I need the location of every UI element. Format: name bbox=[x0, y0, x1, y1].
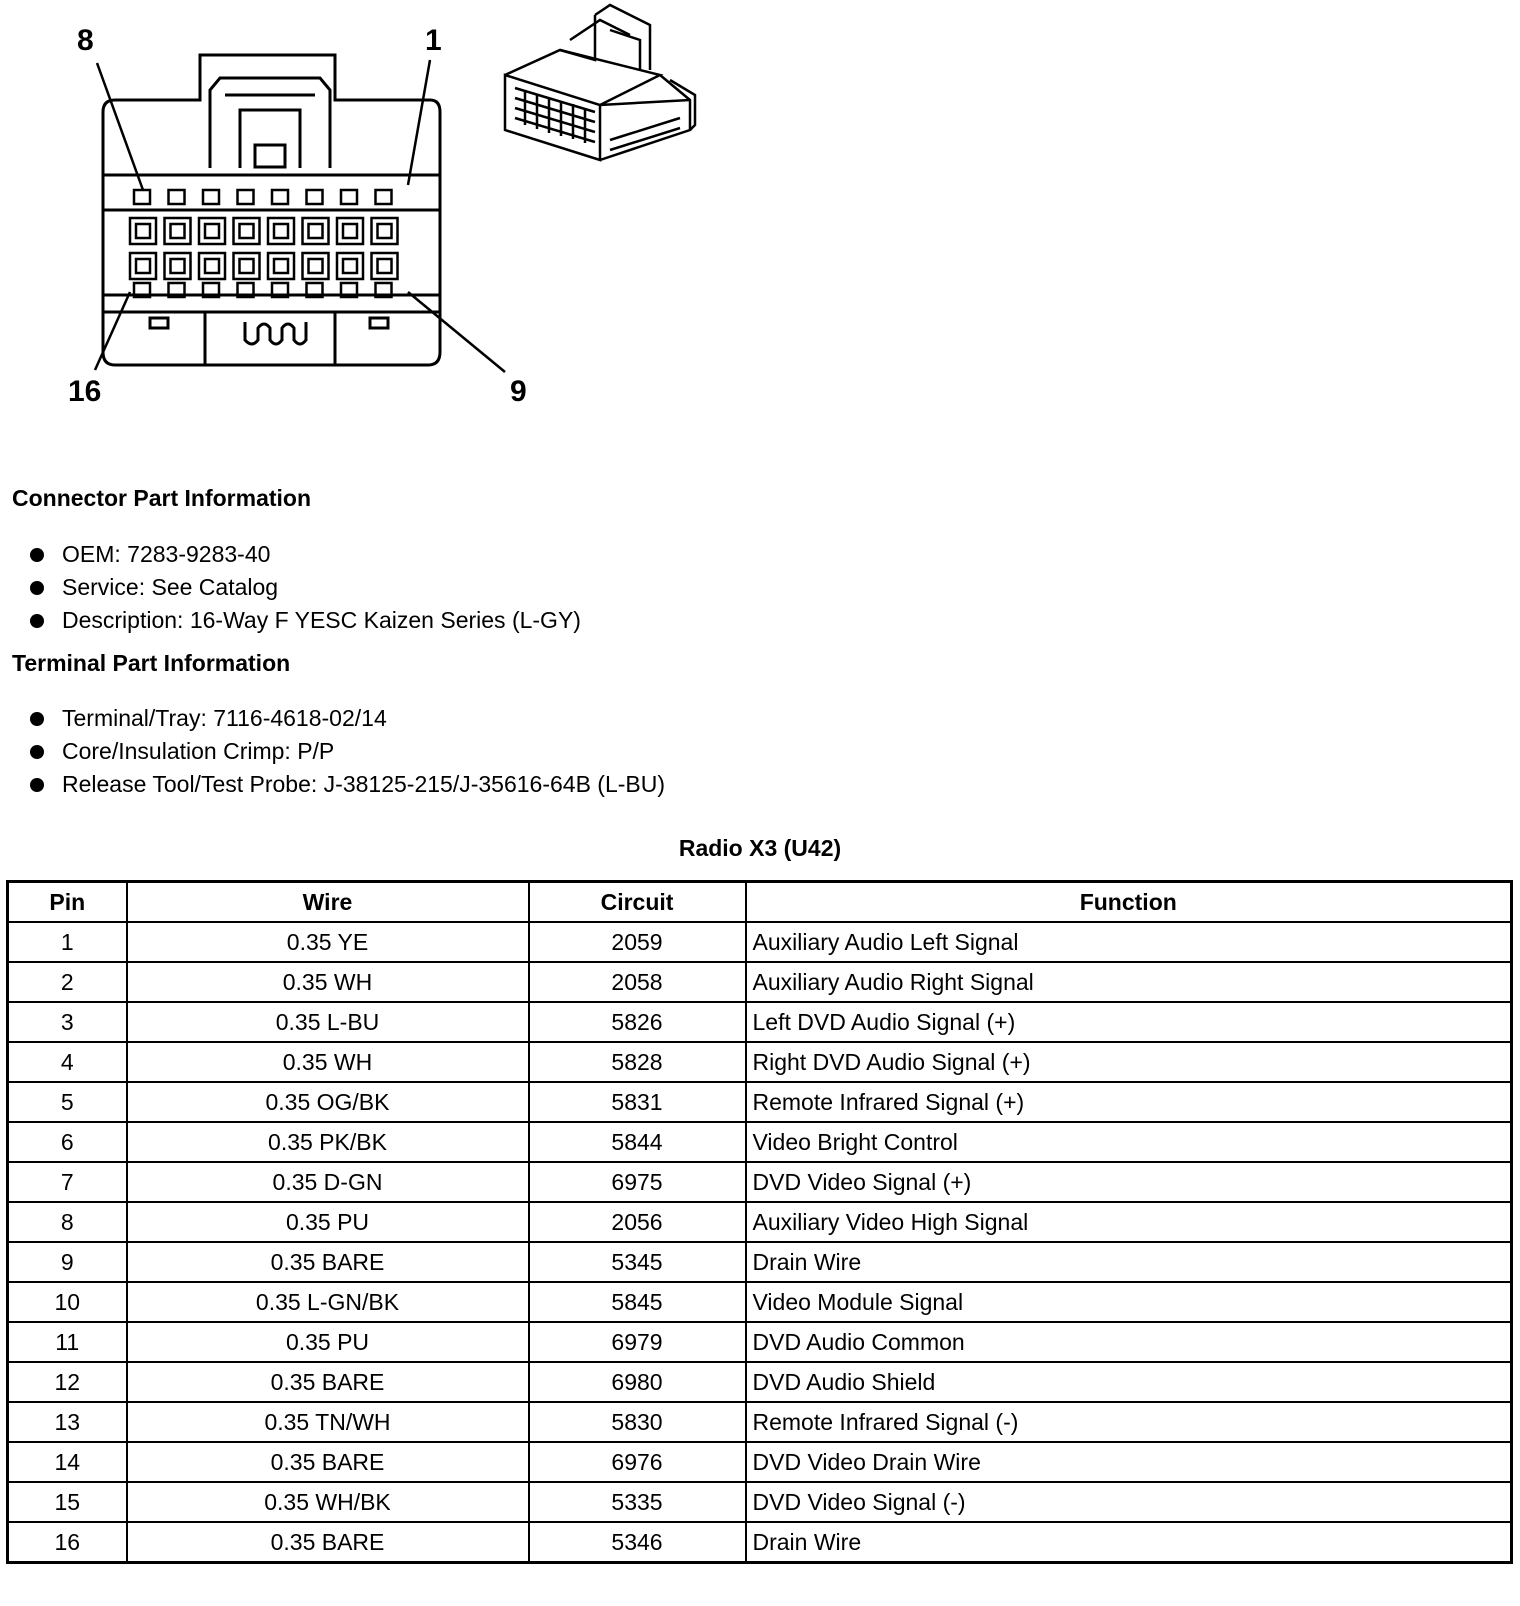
table-row bbox=[8, 1522, 1512, 1563]
connector-cavity-inner bbox=[378, 259, 392, 273]
wire-cell: 0.35 WH bbox=[127, 1042, 529, 1082]
pin-cell: 14 bbox=[8, 1442, 127, 1482]
list-item: OEM: 7283-9283-40 bbox=[28, 538, 581, 571]
connector-cavity-inner bbox=[240, 224, 254, 238]
connector-cavity-inner bbox=[171, 259, 185, 273]
table-title: Radio X3 (U42) bbox=[678, 835, 842, 861]
wire-cell: 0.35 BARE bbox=[127, 1362, 529, 1402]
wire-cell: 0.35 BARE bbox=[127, 1242, 529, 1282]
connector-cavity bbox=[303, 218, 329, 244]
wire-cell: 0.35 PK/BK bbox=[127, 1122, 529, 1162]
terminal-part-info-list bbox=[28, 702, 665, 801]
pin-cell: 13 bbox=[8, 1402, 127, 1442]
column-header-circuit: Circuit bbox=[529, 882, 746, 923]
table-row bbox=[8, 1082, 1512, 1122]
connector-cavity bbox=[165, 253, 191, 279]
wire-cell: 0.35 BARE bbox=[127, 1442, 529, 1482]
function-cell: DVD Audio Common bbox=[746, 1322, 1512, 1362]
connector-cavity bbox=[337, 218, 363, 244]
terminal-marker bbox=[203, 190, 219, 204]
circuit-cell: 5844 bbox=[529, 1122, 746, 1162]
column-header-function: Function bbox=[746, 882, 1512, 923]
pin-cell: 15 bbox=[8, 1482, 127, 1522]
terminal-marker bbox=[169, 190, 185, 204]
pin-cell: 2 bbox=[8, 962, 127, 1002]
list-item: Core/Insulation Crimp: P/P bbox=[28, 735, 665, 768]
function-cell: DVD Video Signal (+) bbox=[746, 1162, 1512, 1202]
connector-cavity bbox=[130, 253, 156, 279]
table-row bbox=[8, 1242, 1512, 1282]
connector-cavity-inner bbox=[343, 224, 357, 238]
function-cell: Auxiliary Audio Left Signal bbox=[746, 922, 1512, 962]
connector-cavity-inner bbox=[343, 259, 357, 273]
connector-cavity-inner bbox=[205, 224, 219, 238]
function-cell: Remote Infrared Signal (+) bbox=[746, 1082, 1512, 1122]
pinout-table bbox=[6, 880, 1513, 1564]
connector-cavity-inner bbox=[309, 259, 323, 273]
wire-cell: 0.35 OG/BK bbox=[127, 1082, 529, 1122]
connector-cavity-inner bbox=[309, 224, 323, 238]
circuit-cell: 5346 bbox=[529, 1522, 746, 1563]
function-cell: Video Bright Control bbox=[746, 1122, 1512, 1162]
table-row bbox=[8, 1122, 1512, 1162]
pin-cell: 7 bbox=[8, 1162, 127, 1202]
table-row bbox=[8, 1202, 1512, 1242]
function-cell: Left DVD Audio Signal (+) bbox=[746, 1002, 1512, 1042]
connector-cavity bbox=[199, 253, 225, 279]
table-row bbox=[8, 1322, 1512, 1362]
pin-cell: 11 bbox=[8, 1322, 127, 1362]
pin-label-8: 8 bbox=[77, 24, 94, 57]
connector-cavity bbox=[303, 253, 329, 279]
column-header-pin: Pin bbox=[8, 882, 127, 923]
function-cell: Video Module Signal bbox=[746, 1282, 1512, 1322]
connector-cavity bbox=[234, 253, 260, 279]
circuit-cell: 5828 bbox=[529, 1042, 746, 1082]
connector-cavity bbox=[372, 253, 398, 279]
function-cell: Drain Wire bbox=[746, 1242, 1512, 1282]
circuit-cell: 5345 bbox=[529, 1242, 746, 1282]
connector-cavity bbox=[234, 218, 260, 244]
connector-cavity-inner bbox=[274, 259, 288, 273]
pin-cell: 4 bbox=[8, 1042, 127, 1082]
connector-isometric-view bbox=[500, 0, 715, 175]
function-cell: DVD Video Drain Wire bbox=[746, 1442, 1512, 1482]
function-cell: Remote Infrared Signal (-) bbox=[746, 1402, 1512, 1442]
table-row bbox=[8, 962, 1512, 1002]
circuit-cell: 5831 bbox=[529, 1082, 746, 1122]
connector-cavity bbox=[337, 253, 363, 279]
wire-cell: 0.35 WH/BK bbox=[127, 1482, 529, 1522]
connector-face-diagram bbox=[0, 0, 560, 420]
pin-cell: 8 bbox=[8, 1202, 127, 1242]
circuit-cell: 5826 bbox=[529, 1002, 746, 1042]
table-row bbox=[8, 1282, 1512, 1322]
table-row bbox=[8, 1162, 1512, 1202]
list-item: Description: 16-Way F YESC Kaizen Series (L-GY) bbox=[28, 604, 581, 637]
pin-cell: 6 bbox=[8, 1122, 127, 1162]
table-header-row bbox=[8, 882, 1512, 923]
wire-cell: 0.35 PU bbox=[127, 1322, 529, 1362]
function-cell: DVD Audio Shield bbox=[746, 1362, 1512, 1402]
table-row bbox=[8, 1442, 1512, 1482]
wire-cell: 0.35 PU bbox=[127, 1202, 529, 1242]
circuit-cell: 2059 bbox=[529, 922, 746, 962]
terminal-marker bbox=[134, 190, 150, 204]
connector-cavity-inner bbox=[136, 224, 150, 238]
connector-cavity bbox=[165, 218, 191, 244]
leader-line-pin-1 bbox=[408, 60, 430, 185]
pin-label-16: 16 bbox=[68, 375, 102, 408]
table-row bbox=[8, 1042, 1512, 1082]
list-item: Terminal/Tray: 7116-4618-02/14 bbox=[28, 702, 665, 735]
table-row bbox=[8, 1362, 1512, 1402]
circuit-cell: 6976 bbox=[529, 1442, 746, 1482]
table-row bbox=[8, 1002, 1512, 1042]
circuit-cell: 2058 bbox=[529, 962, 746, 1002]
connector-cavity bbox=[372, 218, 398, 244]
connector-cavity bbox=[130, 218, 156, 244]
leader-line-pin-16 bbox=[95, 292, 130, 370]
connector-part-info-list bbox=[28, 538, 581, 637]
connector-cavity-inner bbox=[274, 224, 288, 238]
pin-cell: 10 bbox=[8, 1282, 127, 1322]
terminal-marker bbox=[272, 190, 288, 204]
pin-label-1: 1 bbox=[425, 24, 442, 57]
function-cell: Drain Wire bbox=[746, 1522, 1512, 1563]
function-cell: DVD Video Signal (-) bbox=[746, 1482, 1512, 1522]
terminal-part-info-heading: Terminal Part Information bbox=[12, 650, 291, 676]
pin-cell: 16 bbox=[8, 1522, 127, 1563]
leader-line-pin-9 bbox=[408, 292, 505, 372]
function-cell: Right DVD Audio Signal (+) bbox=[746, 1042, 1512, 1082]
wire-cell: 0.35 YE bbox=[127, 922, 529, 962]
connector-cavity bbox=[199, 218, 225, 244]
pin-cell: 3 bbox=[8, 1002, 127, 1042]
circuit-cell: 6975 bbox=[529, 1162, 746, 1202]
terminal-marker bbox=[341, 190, 357, 204]
terminal-marker bbox=[307, 190, 323, 204]
connector-cavity bbox=[268, 253, 294, 279]
connector-cavity-inner bbox=[240, 259, 254, 273]
wire-cell: 0.35 L-BU bbox=[127, 1002, 529, 1042]
connector-cavity-inner bbox=[378, 224, 392, 238]
pin-cell: 12 bbox=[8, 1362, 127, 1402]
list-item: Release Tool/Test Probe: J-38125-215/J-35616-64B (L-BU) bbox=[28, 768, 665, 801]
circuit-cell: 5335 bbox=[529, 1482, 746, 1522]
connector-cavity-inner bbox=[136, 259, 150, 273]
connector-cavity-inner bbox=[171, 224, 185, 238]
wire-cell: 0.35 TN/WH bbox=[127, 1402, 529, 1442]
circuit-cell: 5845 bbox=[529, 1282, 746, 1322]
pin-label-9: 9 bbox=[510, 375, 527, 408]
column-header-wire: Wire bbox=[127, 882, 529, 923]
connector-part-info-heading: Connector Part Information bbox=[12, 485, 312, 511]
wire-cell: 0.35 BARE bbox=[127, 1522, 529, 1563]
wire-cell: 0.35 L-GN/BK bbox=[127, 1282, 529, 1322]
table-row bbox=[8, 1402, 1512, 1442]
function-cell: Auxiliary Video High Signal bbox=[746, 1202, 1512, 1242]
terminal-marker bbox=[238, 190, 254, 204]
pin-cell: 5 bbox=[8, 1082, 127, 1122]
pin-cell: 9 bbox=[8, 1242, 127, 1282]
pin-cell: 1 bbox=[8, 922, 127, 962]
circuit-cell: 6980 bbox=[529, 1362, 746, 1402]
wire-cell: 0.35 WH bbox=[127, 962, 529, 1002]
table-row bbox=[8, 1482, 1512, 1522]
circuit-cell: 2056 bbox=[529, 1202, 746, 1242]
wire-cell: 0.35 D-GN bbox=[127, 1162, 529, 1202]
connector-cavity-inner bbox=[205, 259, 219, 273]
function-cell: Auxiliary Audio Right Signal bbox=[746, 962, 1512, 1002]
circuit-cell: 6979 bbox=[529, 1322, 746, 1362]
circuit-cell: 5830 bbox=[529, 1402, 746, 1442]
table-row bbox=[8, 922, 1512, 962]
list-item: Service: See Catalog bbox=[28, 571, 581, 604]
connector-cavity bbox=[268, 218, 294, 244]
terminal-marker bbox=[376, 190, 392, 204]
